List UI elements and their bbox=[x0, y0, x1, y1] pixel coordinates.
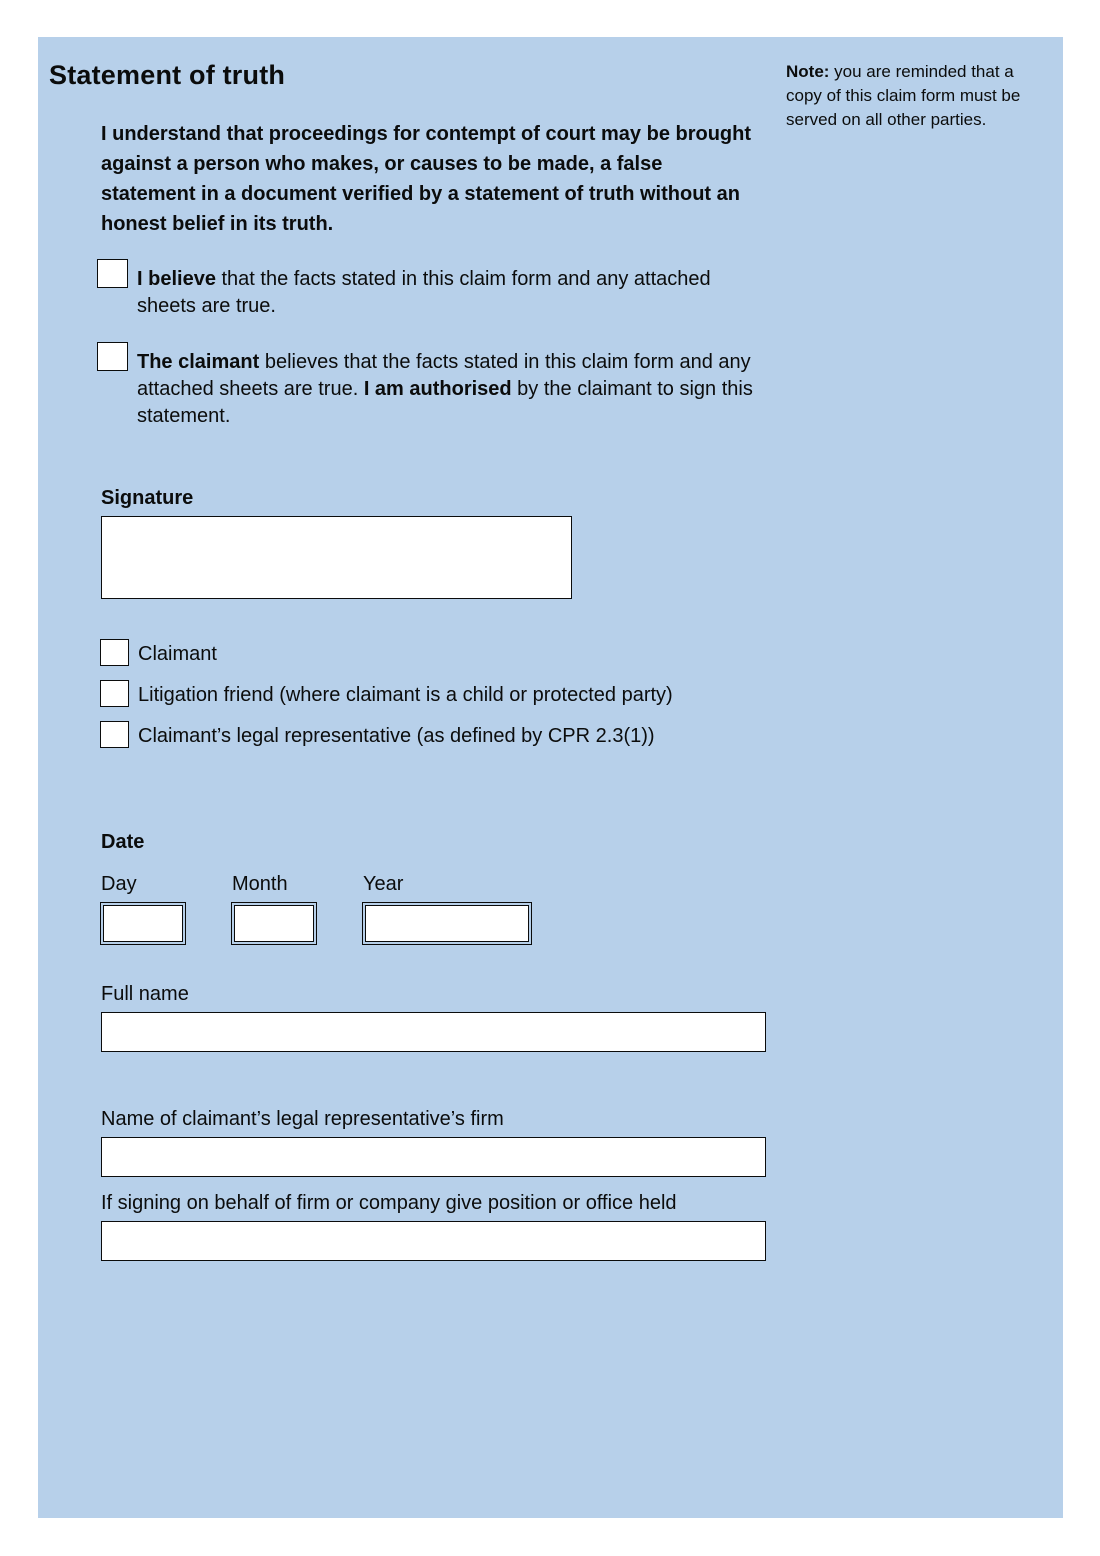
day-input[interactable] bbox=[103, 905, 183, 942]
section-title: Statement of truth bbox=[49, 60, 286, 90]
claimant-believes-checkbox[interactable] bbox=[97, 342, 128, 371]
claimant-role-checkbox[interactable] bbox=[100, 639, 129, 666]
position-field[interactable] bbox=[101, 1221, 766, 1261]
claimant-believes-statement: The claimant believes that the facts stated in this claim form and any attached sheets are true. I am authorised by the claimant to sign this statement. bbox=[137, 351, 753, 427]
service-note bbox=[786, 60, 1051, 132]
i-believe-checkbox[interactable] bbox=[97, 259, 128, 288]
date-label: Date bbox=[101, 831, 145, 853]
full-name-field[interactable] bbox=[101, 1012, 766, 1052]
statement-of-truth-panel bbox=[38, 37, 1063, 1518]
legal-representative-role-checkbox[interactable] bbox=[100, 721, 129, 748]
firm-name-field[interactable] bbox=[101, 1137, 766, 1177]
firm-name-label: Name of claimant’s legal representative’s firm bbox=[101, 1108, 504, 1130]
signature-field[interactable] bbox=[101, 516, 572, 599]
claimant-role-label: Claimant bbox=[138, 643, 217, 665]
contempt-warning: I understand that proceedings for contempt of court may be brought against a person who makes, or causes to be made, a false statement in a document verified by a statement of truth without an honest belief in its truth. bbox=[101, 123, 752, 235]
day-label: Day bbox=[101, 873, 137, 895]
litigation-friend-role-label: Litigation friend (where claimant is a child or protected party) bbox=[138, 684, 673, 706]
month-input[interactable] bbox=[234, 905, 314, 942]
signature-label: Signature bbox=[101, 487, 194, 509]
month-label: Month bbox=[232, 873, 288, 895]
year-input[interactable] bbox=[365, 905, 529, 942]
position-label: If signing on behalf of firm or company give position or office held bbox=[101, 1192, 677, 1214]
i-believe-statement: I believe that the facts stated in this claim form and any attached sheets are true. bbox=[137, 268, 711, 317]
full-name-label: Full name bbox=[101, 983, 189, 1005]
legal-representative-role-label: Claimant’s legal representative (as defined by CPR 2.3(1)) bbox=[138, 725, 655, 747]
note-text: you are reminded that a copy of this claim form must be served on all other parties. bbox=[786, 62, 1021, 129]
year-label: Year bbox=[363, 873, 404, 895]
note-label: Note: bbox=[786, 62, 830, 81]
litigation-friend-role-checkbox[interactable] bbox=[100, 680, 129, 707]
